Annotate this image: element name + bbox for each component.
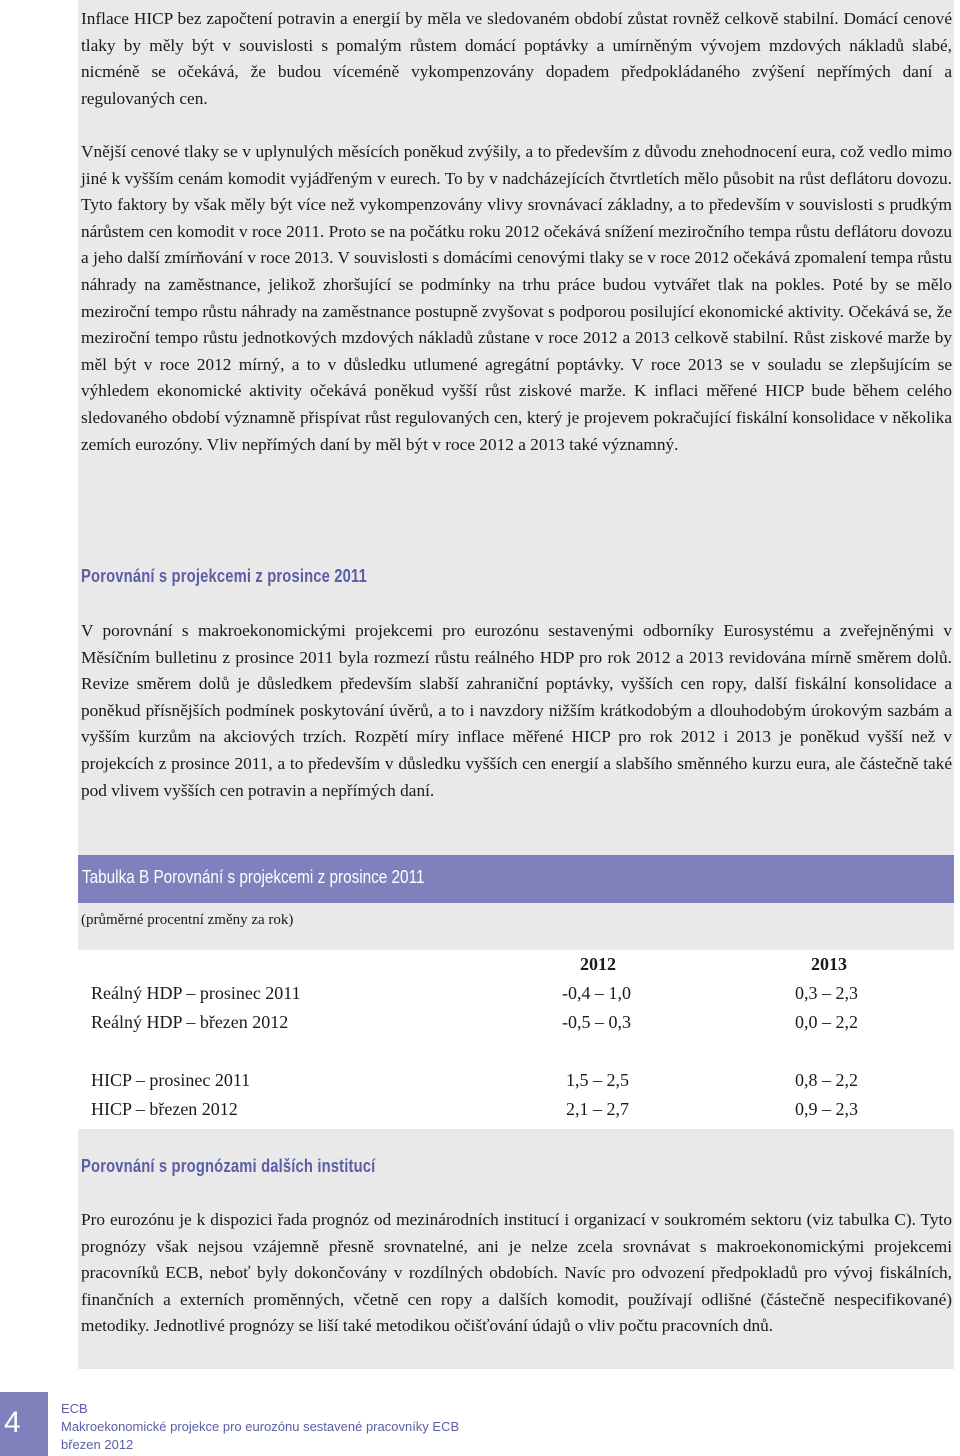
- footer-publication-title: Makroekonomické projekce pro eurozónu sestavené pracovníky ECB: [61, 1419, 460, 1434]
- row-value-2013: 0,0 – 2,2: [795, 1012, 858, 1032]
- footer-date: březen 2012: [61, 1437, 134, 1452]
- row-value-2013: 0,3 – 2,3: [795, 983, 858, 1003]
- footer-publisher: ECB: [61, 1401, 88, 1416]
- row-label: Reálný HDP – březen 2012: [91, 1012, 289, 1032]
- page-number: 4: [4, 1406, 21, 1439]
- table-title: Tabulka B Porovnání s projekcemi z prosince 2011: [82, 867, 425, 887]
- comparison-table: [80, 951, 946, 1129]
- row-value-2012: 1,5 – 2,5: [566, 1070, 629, 1090]
- table-header-2013: 2013: [811, 954, 847, 974]
- row-value-2012: -0,5 – 0,3: [562, 1012, 631, 1032]
- footer-divider: [46, 1392, 48, 1456]
- table-title-bar: [78, 855, 954, 903]
- page-number-tab: [0, 1392, 46, 1456]
- row-label: HICP – březen 2012: [91, 1099, 238, 1119]
- paragraph-other-institutions: Pro eurozónu je k dispozici řada prognóz od mezinárodních institucí i organizací v soukromém sektoru (viz tabulka C). Tyto prognózy však nejsou vzájemně přesně srovnatelné, ani je nelze zcela srovnávat s makroekonomickými projekcemi pracovníků ECB, neboť byly dokončovány v rozdílných obdobích. Navíc pro odvození předpokladů pro vývoj fiskálních, finančních a externích proměnných, včetně cen ropy a dalších komodit, používají odlišné (částečně nespecifikované) metodiky. Jednotlivé prognózy se liší také metodikou očišťování údajů o vliv počtu pracovních dnů.: [81, 1210, 952, 1336]
- section-heading-december-comparison: Porovnání s projekcemi z prosince 2011: [81, 566, 367, 586]
- row-value-2013: 0,8 – 2,2: [795, 1070, 858, 1090]
- row-value-2012: 2,1 – 2,7: [566, 1099, 629, 1119]
- row-label: HICP – prosinec 2011: [91, 1070, 251, 1090]
- row-value-2013: 0,9 – 2,3: [795, 1099, 858, 1119]
- section-heading-other-institutions: Porovnání s prognózami dalších institucí: [81, 1156, 376, 1176]
- paragraph-core-inflation: Inflace HICP bez započtení potravin a energií by měla ve sledovaném období zůstat rovněž celkově stabilní. Domácí cenové tlaky by měly být v souvislosti s pomalým růstem domácí poptávky a umírněným vývojem mzdových nákladů slabé, nicméně se očekává, že budou víceméně vykompenzovány dopadem předpokládaného zvýšení nepřímých daní a regulovaných cen.: [81, 9, 952, 108]
- table-header-2012: 2012: [580, 954, 616, 974]
- paragraph-december-comparison: V porovnání s makroekonomickými projekcemi pro eurozónu sestavenými odborníky Eurosystému a zveřejněnými v Měsíčním bulletinu z prosince 2011 byla rozmezí růstu reálného HDP pro rok 2012 a 2013 revidována mírně směrem dolů. Revize směrem dolů je důsledkem především slabší zahraniční poptávky, vyšších cen ropy, další fiskální konsolidace a poněkud přísnějších podmínek poskytování úvěrů, a to i navzdory nižším krátkodobým a dlouhodobým úrokovým sazbám a vyšším kurzům na akciových trzích. Rozpětí míry inflace měřené HICP pro rok 2012 i 2013 je poněkud vyšší než v projekcích z prosince 2011, a to především v důsledku vyšších cen energií a slabšího směnného kurzu eura, ale částečně také pod vlivem vyšších cen potravin a nepřímých daní.: [81, 621, 952, 800]
- table-subtitle: (průměrné procentní změny za rok): [81, 912, 294, 928]
- paragraph-external-price-pressures: Vnější cenové tlaky se v uplynulých měsících poněkud zvýšily, a to především z důvodu znehodnocení eura, což vedlo mimo jiné k vyšším cenám komodit vyjádřeným v eurech. To by v nadcházejících čtvrtletích mělo působit na růst deflátoru dovozu. Tyto faktory by však měly být více než vykompenzovány vlivy srovnávací základny, a to především v souvislosti s prudkým nárůstem cen komodit v roce 2011. Proto se na počátku roku 2012 očekává snížení meziročního tempa růstu deflátoru dovozu a jeho další zmírňování v roce 2013. V souvislosti s domácími cenovými tlaky se v roce 2012 očekává zpomalení tempa růstu náhrady na zaměstnance, jelikož zhoršující se podmínky na trhu práce budou vytvářet tlak na pokles. Poté by se mělo meziroční tempo růstu náhrady na zaměstnance postupně zvyšovat s podporou posilující ekonomické aktivity. Očekává se, že meziroční tempo růstu jednotkových mzdových nákladů zůstane v roce 2012 a 2013 celkově stabilní. Růst ziskové marže by měl být v roce 2012 mírný, a to v důsledku utlumené agregátní poptávky. V roce 2013 se v souladu se zlepšujícím se výhledem ekonomické aktivity očekává poněkud vyšší růst ziskové marže. K inflaci měřené HICP bude během celého sledovaného období významně přispívat růst regulovaných cen, který je projevem pokračující fiskální konsolidace v několika zemích eurozóny. Vliv nepřímých daní by měl být v roce 2012 a 2013 také významný.: [81, 142, 952, 454]
- row-label: Reálný HDP – prosinec 2011: [91, 983, 301, 1003]
- row-value-2012: -0,4 – 1,0: [562, 983, 631, 1003]
